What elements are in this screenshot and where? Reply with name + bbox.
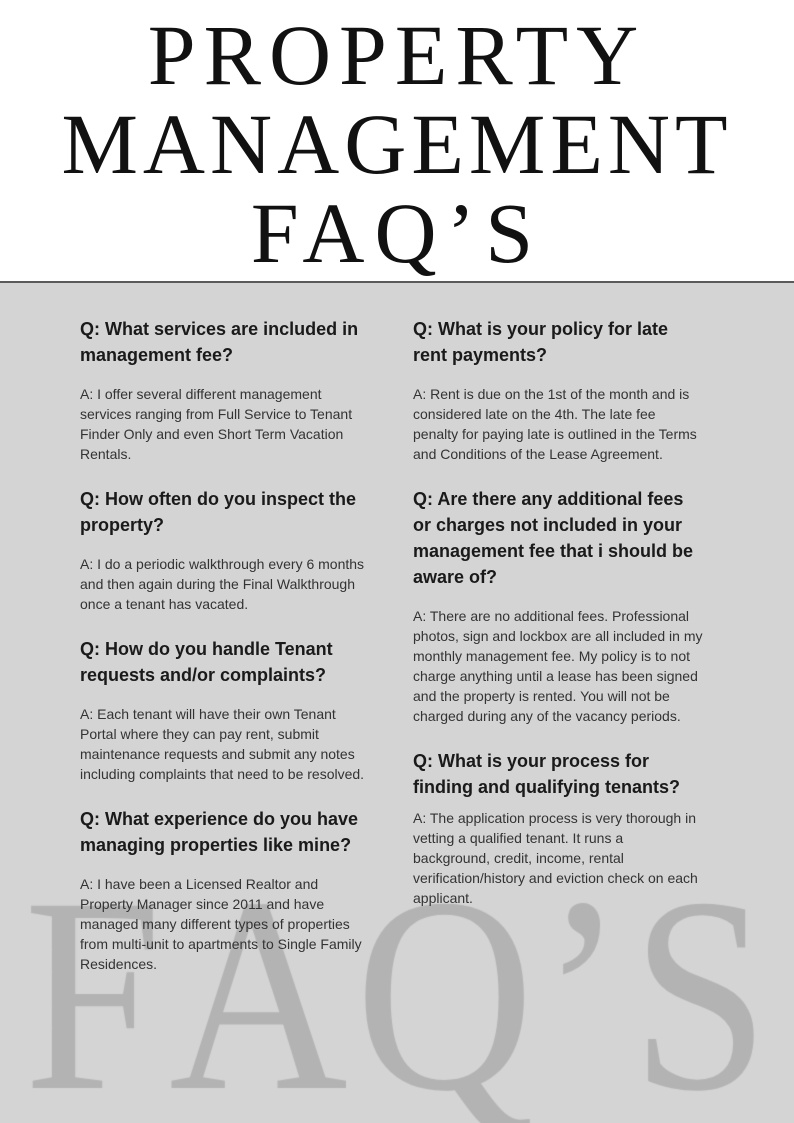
- title-line-3: FAQ’S: [250, 185, 544, 281]
- question: Q: What experience do you have managing properties like mine?: [80, 809, 359, 855]
- faq-body: [0, 283, 794, 1123]
- title-line-1: PROPERTY: [147, 7, 647, 103]
- faq-item: [413, 316, 703, 464]
- answer: A: The application process is very thorough in vetting a qualified tenant. It runs a background, credit, income, rental verification/history and eviction check on each applicant.: [413, 810, 698, 906]
- question: Q: What is your policy for late rent payments?: [413, 319, 669, 365]
- question: Q: Are there any additional fees or charges not included in your management fee that i should be aware of?: [413, 489, 694, 587]
- answer: A: Each tenant will have their own Tenant Portal where they can pay rent, submit maintenance requests and submit any notes including complaints that need to be resolved.: [80, 706, 365, 782]
- answer: A: I do a periodic walkthrough every 6 months and then again during the Final Walkthrough once a tenant has vacated.: [80, 556, 365, 612]
- answer: A: I have been a Licensed Realtor and Property Manager since 2011 and have managed many different types of properties from multi-unit to apartments to Single Family Residences.: [80, 876, 362, 972]
- answer: A: I offer several different management services ranging from Full Service to Tenant Finder Only and even Short Term Vacation Rentals.: [80, 386, 353, 462]
- faq-item: [80, 806, 370, 974]
- answer: A: There are no additional fees. Professional photos, sign and lockbox are all included in my monthly management fee. My policy is to not charge anything until a lease has been signed and the property is rented. You will not be charged during any of the vacancy periods.: [413, 608, 703, 724]
- answer: A: Rent is due on the 1st of the month and is considered late on the 4th. The late fee penalty for paying late is outlined in the Terms and Conditions of the Lease Agreement.: [413, 386, 697, 462]
- faq-column-right: [413, 316, 703, 930]
- faq-item: [80, 636, 370, 784]
- faq-item: [413, 486, 703, 726]
- question: Q: What is your process for finding and qualifying tenants?: [413, 751, 680, 797]
- title-line-2: MANAGEMENT: [61, 96, 733, 192]
- header: [0, 0, 794, 281]
- faq-item: [413, 748, 703, 908]
- faq-item: [80, 486, 370, 614]
- question: Q: How do you handle Tenant requests and/or complaints?: [80, 639, 333, 685]
- faq-column-left: [80, 316, 370, 996]
- question: Q: How often do you inspect the property?: [80, 489, 356, 535]
- faq-item: [80, 316, 370, 464]
- question: Q: What services are included in management fee?: [80, 319, 359, 365]
